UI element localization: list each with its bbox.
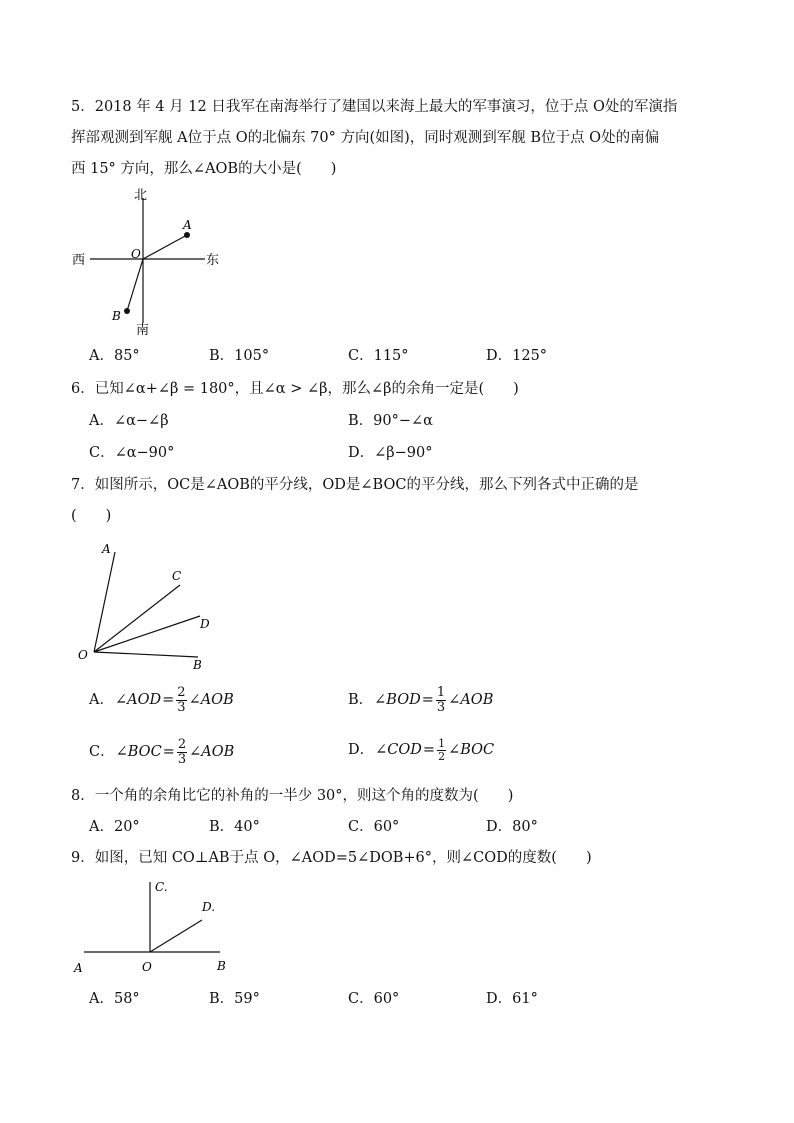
q7-option-b-eq: = [421,691,434,708]
q7-option-a-num: 2 [177,685,186,700]
q9-perpendicular-figure [68,874,243,979]
q7-option-d-label: D． [348,741,375,758]
q7-option-d-fraction [437,738,446,762]
q7-option-d-den: 2 [438,749,446,763]
q7-option-b-num: 1 [436,685,446,700]
q7-option-a-label: A． [89,691,114,708]
q9-label-o: O [142,960,152,974]
q6-stem: 6．已知∠α+∠β = 180°，且∠α > ∠β，那么∠β的余角一定是( ) [71,381,519,397]
q9-option-c[interactable]: C．60° [348,991,400,1007]
q8-stem: 8．一个角的余角比它的补角的一半少 30°，则这个角的度数为( ) [71,788,514,804]
q5-label-south: 南 [136,323,150,338]
q6-option-c[interactable]: C．∠α−90° [89,445,175,461]
q5-label-west: 西 [72,253,86,268]
q7-option-d-eq: = [422,741,436,758]
q7-label-b: B [193,658,202,672]
q5-ray-ob [127,259,143,311]
q5-label-b: B [112,309,121,323]
q9-label-d: D. [202,900,216,914]
q7-option-a-right: ∠AOB [188,691,234,708]
q5-point-a-dot [184,232,190,238]
q5-option-c[interactable]: C．115° [348,348,409,364]
q5-stem-line3: 西 15° 方向，那么∠AOB的大小是( ) [71,161,337,177]
q7-label-o: O [78,648,88,662]
q8-option-b[interactable]: B．40° [209,819,260,835]
q7-label-a: A [102,542,111,556]
q9-label-b: B [217,959,226,973]
q7-option-c-label: C． [89,743,115,760]
q5-option-b[interactable]: B．105° [209,348,270,364]
q7-option-a-fraction [176,686,186,714]
q5-direction-figure [68,183,228,338]
q9-stem: 9．如图，已知 CO⊥AB于点 O，∠AOD=5∠DOB+6°，则∠COD的度数( ) [71,850,592,866]
q7-stem-line2: ( ) [71,508,112,524]
q7-ray-od [94,616,200,652]
q7-stem-line1: 7．如图所示，OC是∠AOB的平分线，OD是∠BOC的平分线，那么下列各式中正确的是 [71,477,639,493]
q6-option-b[interactable]: B．90°−∠α [348,413,433,429]
q5-point-b-dot [124,308,130,314]
q7-option-b-den: 3 [436,699,446,715]
q5-option-a[interactable]: A．85° [89,348,140,364]
q7-label-c: C [172,569,182,583]
q7-option-c-left: ∠BOC [115,743,162,760]
q9-option-b[interactable]: B．59° [209,991,260,1007]
q7-option-c-eq: = [162,743,175,760]
q5-stem-line2: 挥部观测到军舰 A位于点 O的北偏东 70° 方向(如图)，同时观测到军舰 B位于点 O处的南偏 [71,130,660,146]
q9-option-a[interactable]: A．58° [89,991,140,1007]
q7-option-a[interactable] [89,686,234,714]
q9-ray-od [150,920,202,952]
q8-option-d[interactable]: D．80° [486,819,538,835]
q5-label-north: 北 [134,188,148,203]
q7-option-d-num: 1 [438,737,446,750]
q7-option-b-fraction [436,686,446,714]
q7-label-d: D [200,617,210,631]
q7-option-d-left: ∠COD [375,741,422,758]
q7-option-b-right: ∠AOB [448,691,494,708]
q7-option-c[interactable] [89,738,234,766]
q6-option-d[interactable]: D．∠β−90° [348,445,433,461]
q9-label-c: C. [155,880,168,894]
q5-stem-line1: 5．2018 年 4 月 12 日我军在南海举行了建国以来海上最大的军事演习，位于点 O处的军演指 [71,99,678,115]
q7-ray-ob [94,652,198,657]
q7-option-c-right: ∠AOB [189,743,235,760]
q5-label-east: 东 [206,253,220,268]
q5-ray-oa [143,235,187,259]
q7-option-a-left: ∠AOD [114,691,162,708]
q7-option-b[interactable] [348,686,493,714]
q7-option-a-eq: = [162,691,175,708]
q7-option-a-den: 3 [177,699,186,715]
q7-option-b-label: B． [348,691,374,708]
q7-option-c-den: 3 [177,751,187,767]
q5-label-o: O [131,247,141,261]
q7-ray-oc [94,585,180,652]
q7-option-d[interactable] [348,738,494,762]
q7-ray-oa [94,552,115,652]
q9-label-a: A [74,961,83,975]
q7-option-c-fraction [177,738,187,766]
q7-option-b-left: ∠BOD [374,691,421,708]
q5-label-a: A [183,218,192,232]
q7-option-d-right: ∠BOC [448,741,495,758]
q7-angle-figure [72,538,222,673]
q8-option-a[interactable]: A．20° [89,819,140,835]
q8-option-c[interactable]: C．60° [348,819,400,835]
q9-option-d[interactable]: D．61° [486,991,538,1007]
q7-option-c-num: 2 [177,737,187,752]
q5-option-d[interactable]: D．125° [486,348,548,364]
q6-option-a[interactable]: A．∠α−∠β [89,413,169,429]
